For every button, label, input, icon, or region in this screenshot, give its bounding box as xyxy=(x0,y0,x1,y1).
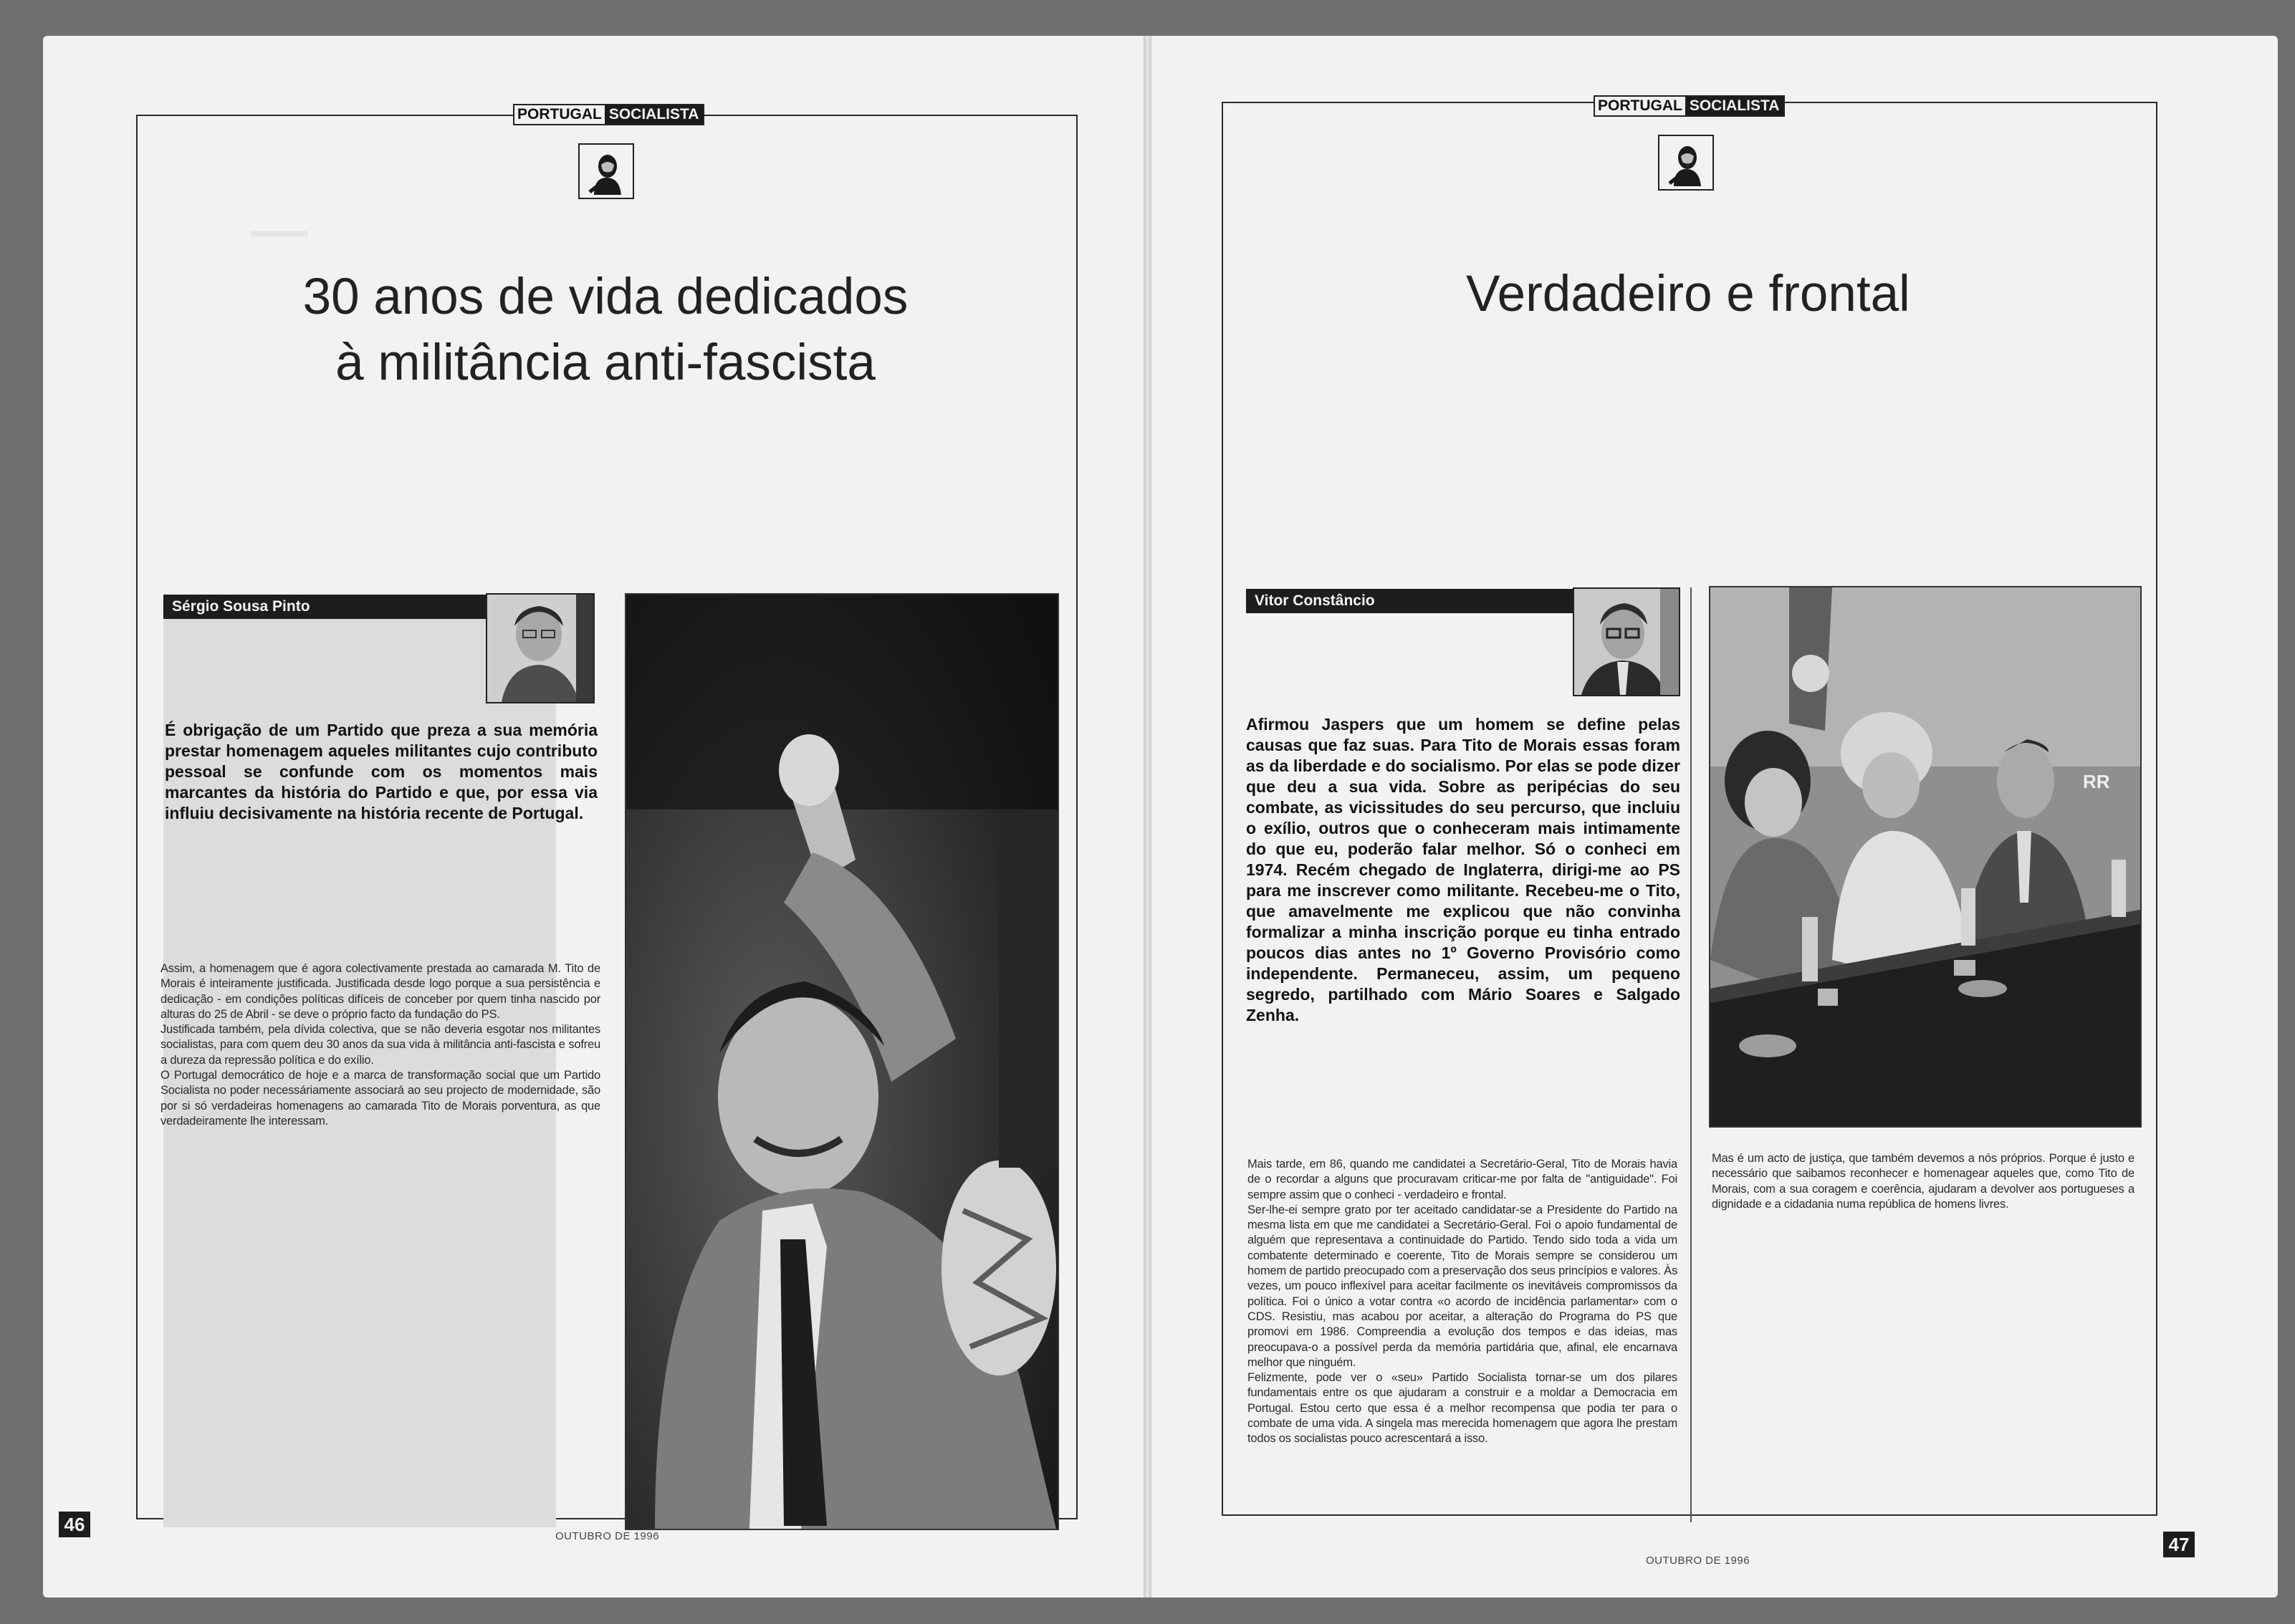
right-body-paragraph-4: Mas é um acto de justiça, que também devemos a nós próprios. Porque é justo e necessário que saibamos reconhecer e homenagear aqueles que, como Tito de Morais, com a sua coragem e coerência, ajudaram a devolver aos portugueses a dignidade e a cidadania numa república de homens livres. xyxy=(1712,1152,2135,1211)
right-body-paragraph-1: Mais tarde, em 86, quando me candidatei a Secretário-Geral, Tito de Morais havia de o recordar a alguns que procuravam criticar-me por falta de "antiguidade". Foi sempre assim que o conheci - verdadeiro e frontal. xyxy=(1247,1158,1677,1201)
author-portrait-sergio xyxy=(486,593,595,703)
author-name: Sérgio Sousa Pinto xyxy=(172,598,310,615)
right-body-paragraph-2: Ser-lhe-ei sempre grato por ter aceitado candidatar-se a Presidente do Partido na mesma lista em que me candidatei a Secretário-Geral. Foi o apoio fundamental de alguém que representava a continuidade do Partido. Tendo sido toda a vida um combatente determinado e coerente, Tito de Morais sempre se considerou um homem de partido preocupado com a preservação dos seus princípios e valores. Às vezes, um pouco inflexível para aceitar facilmente os inevitáveis compromissos da política. Foi o único a votar contra «o acordo de incidência parlamentar» com o CDS. Resistiu, mas acabou por aceitar, a alteração do Programa do PS que promovi em 1986. Compreendia a evolução dos tempos e das ideias, mas preocupava-o a possível perda da memória partidária que, afinal, ele encarnava melhor que ninguém. xyxy=(1247,1203,1677,1369)
column-divider xyxy=(1690,587,1692,1522)
left-footer-date: OUTUBRO DE 1996 xyxy=(555,1530,660,1542)
left-body-text xyxy=(160,961,600,1129)
left-title-line-2: à militância anti-fascista xyxy=(335,335,876,391)
author-name-right: Vitor Constâncio xyxy=(1255,592,1375,609)
left-title-line-1: 30 anos de vida dedicados xyxy=(302,269,909,325)
right-body-column-2 xyxy=(1712,1151,2135,1212)
masthead-portugal: PORTUGAL xyxy=(517,106,602,122)
masthead xyxy=(513,104,704,125)
author-portrait-vitor xyxy=(1573,587,1680,696)
tito-de-morais-logo-icon-right xyxy=(1658,135,1714,191)
left-lead-paragraph: É obrigação de um Partido que preza a sua memória prestar homenagem aqueles militantes cujo contributo pessoal se confunde com os momentos mais marcantes da história do Partido e que, por essa via influiu decisivamente na história recente de Portugal. xyxy=(165,721,598,822)
right-footer-date: OUTUBRO DE 1996 xyxy=(1646,1555,1750,1567)
conference-table-photo xyxy=(1709,586,2142,1128)
masthead-socialista-right: SOCIALISTA xyxy=(1685,97,1784,115)
left-body-paragraph-3: O Portugal democrático de hoje e a marca de transformação social que um Partido Socialista no poder necessáriamente associará ao seu projecto de modernidade, são por si só verdadeiras homenagens ao camarada Tito de Morais porventura, as que verdadeiramente lhe interessam. xyxy=(160,1069,600,1128)
binding-gutter xyxy=(1144,36,1151,1597)
tito-de-morais-photo xyxy=(625,593,1059,1530)
tito-de-morais-logo-icon xyxy=(578,143,634,199)
right-body-column-1 xyxy=(1247,1157,1677,1447)
right-page xyxy=(1151,36,2278,1597)
masthead-portugal-right: PORTUGAL xyxy=(1598,97,1682,114)
left-body-paragraph-2: Justificada também, pela dívida colectiva, que se não deveria esgotar nos militantes socialistas, para com quem deu 30 anos da sua vida à militância anti-fascista e sofreu a dureza da repressão política e do exílio. xyxy=(160,1023,600,1067)
page-number-46: 46 xyxy=(59,1512,90,1537)
right-lead-paragraph: Afirmou Jaspers que um homem se define pelas causas que faz suas. Para Tito de Morais essas foram as da liberdade e do socialismo. Por elas se pode dizer que deu a sua vida. Sobre as peripécias do seu combate, as vicissitudes do seu percurso, que incluiu o exílio, outros que o conheceram mais intimamente do que eu, poderão falar melhor. Só o conheci em 1974. Recém chegado de Inglaterra, dirigi-me ao PS para me inscrever como militante. Recebeu-me o Tito, que amavelmente me explicou que não convinha formalizar a minha inscrição porque eu tinha entrado poucos dias antes no 1º Governo Provisório como independente. Permaneceu, assim, um pequeno segredo, partilhado com Mário Soares e Salgado Zenha. xyxy=(1246,715,1680,1024)
left-body-paragraph-1: Assim, a homenagem que é agora colectivamente prestada ao camarada M. Tito de Morais é inteiramente justificada. Justificada desde logo porque a sua persistência e dedicação - em condições políticas difíceis de conceber por quem tinha nascido por alturas do 25 de Abril - se deve o próprio facto da fundação do PS. xyxy=(160,962,600,1021)
left-page xyxy=(43,36,1144,1597)
right-title: Verdadeiro e frontal xyxy=(1466,266,1910,322)
right-body-paragraph-3: Felizmente, pode ver o «seu» Partido Socialista tornar-se um dos pilares fundamentais entre os que ajudaram a construir e a moldar a Democracia em Portugal. Estou certo que essa é a melhor recompensa que podia ter para o combate de uma vida. A singela mas merecida homenagem que agora lhe prestam todos os socialistas pouco acrescentará a isso. xyxy=(1247,1371,1677,1446)
rr-sign: RR xyxy=(2083,771,2110,792)
show-through-ghost-text: — xyxy=(251,198,308,261)
page-number-47: 47 xyxy=(2163,1532,2195,1557)
byline-bar-right xyxy=(1246,589,1583,613)
masthead-socialista: SOCIALISTA xyxy=(605,105,704,124)
byline-bar xyxy=(163,595,530,619)
masthead-right xyxy=(1594,95,1785,117)
